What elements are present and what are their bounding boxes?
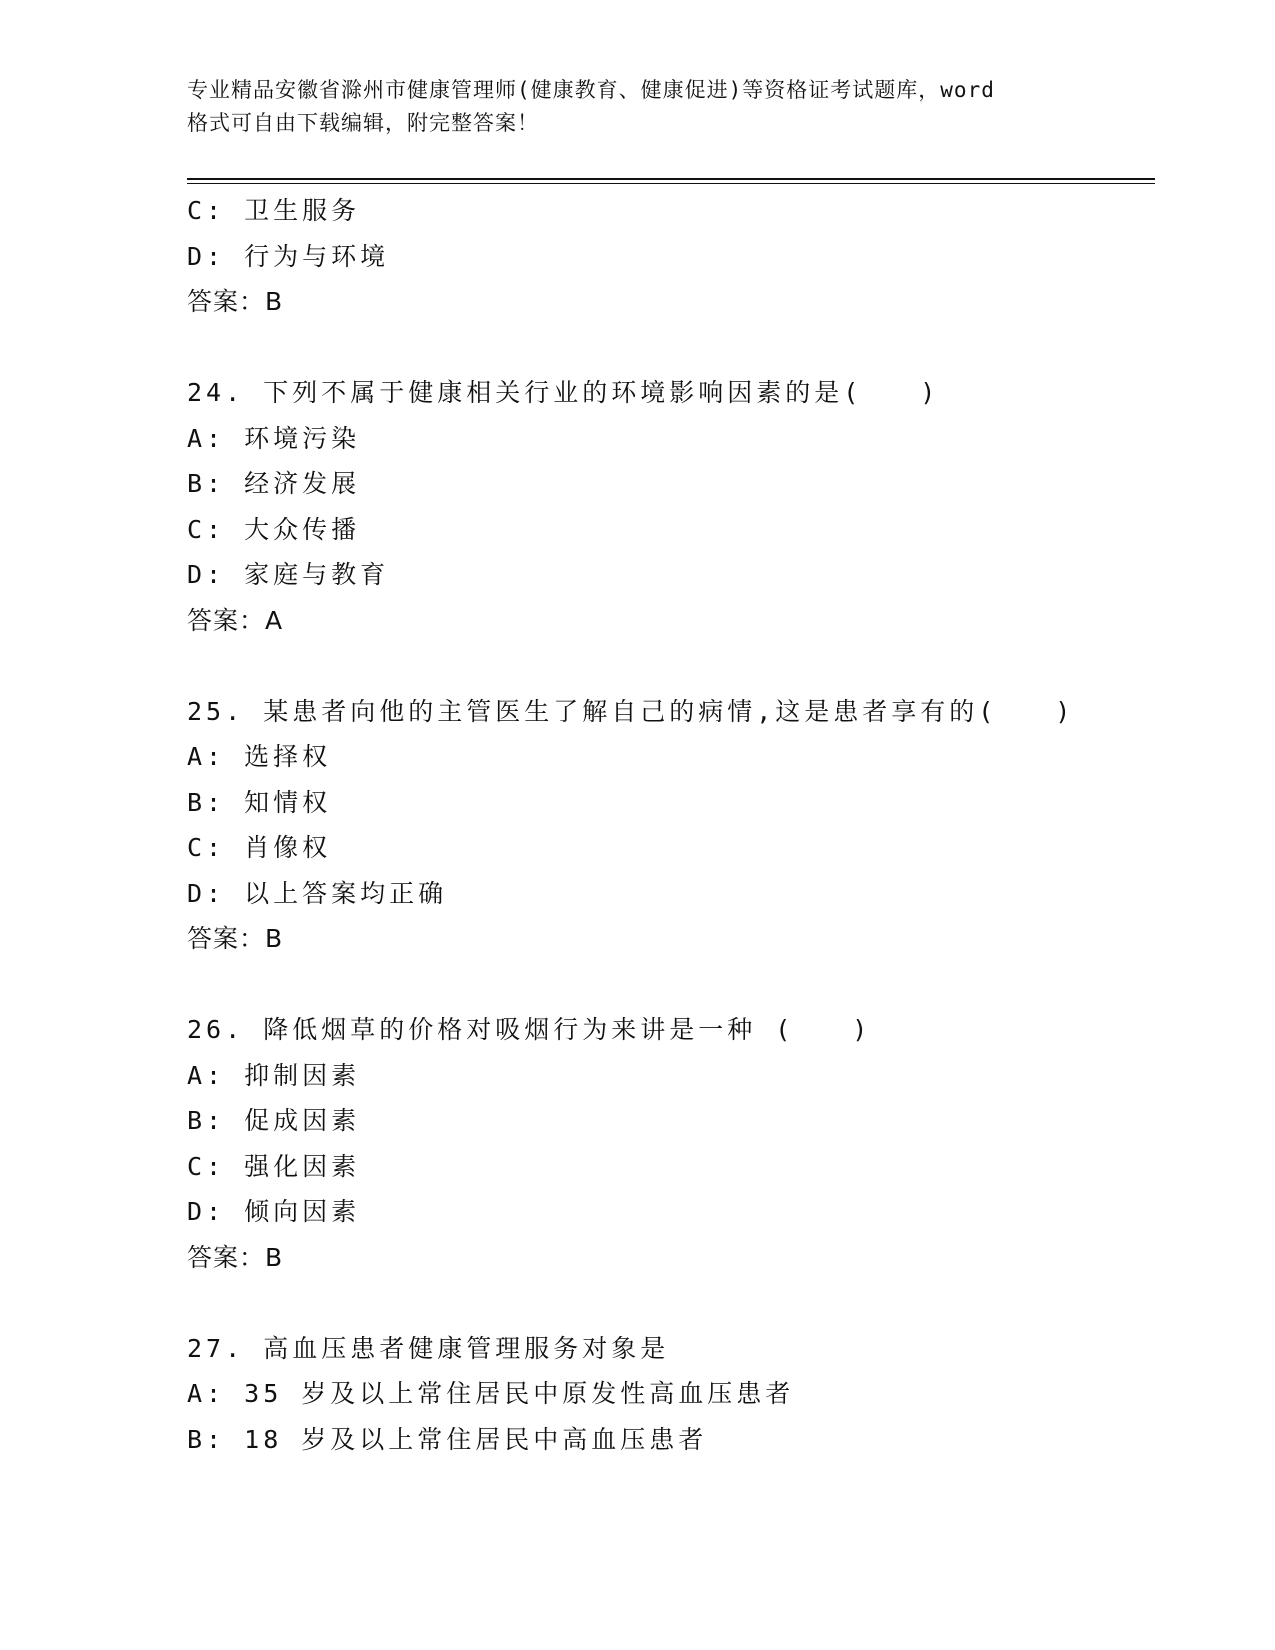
spacer (187, 1280, 1155, 1326)
option-a: A: 35 岁及以上常住居民中原发性高血压患者 (187, 1379, 795, 1408)
option-a: A: 选择权 (187, 742, 332, 771)
spacer (187, 643, 1155, 689)
option-a: A: 抑制因素 (187, 1060, 361, 1090)
header-line-1: 专业精品安徽省滁州市健康管理师(健康教育、健康促进)等资格证考试题库，word (187, 78, 995, 102)
option-b: B: 促成因素 (187, 1106, 361, 1135)
question-list (187, 188, 1155, 1462)
option-c: C: 大众传播 (187, 514, 361, 544)
option-b: B: 18 岁及以上常住居民中高血压患者 (187, 1424, 708, 1454)
header-line-2: 格式可自由下载编辑，附完整答案！ (187, 111, 539, 135)
option-b: B: 经济发展 (187, 469, 361, 498)
question-27 (187, 1326, 1155, 1463)
option-c: C: 肖像权 (187, 833, 332, 862)
answer-line: 答案：A (187, 605, 284, 635)
question-stem: 25. 某患者向他的主管医生了解自己的病情,这是患者享有的( ) (187, 696, 1075, 726)
option-d: D: 家庭与教育 (187, 560, 390, 589)
question-stem: 27. 高血压患者健康管理服务对象是 (187, 1333, 670, 1363)
previous-question-tail (187, 188, 1155, 325)
question-24 (187, 370, 1155, 643)
answer-line: 答案：B (187, 287, 284, 316)
option-a: A: 环境污染 (187, 423, 361, 453)
question-26 (187, 1007, 1155, 1280)
question-25 (187, 689, 1155, 962)
question-stem: 26. 降低烟草的价格对吸烟行为来讲是一种 ( ) (187, 1015, 872, 1044)
document-header (187, 74, 1107, 140)
option-b: B: 知情权 (187, 787, 332, 817)
option-c: C: 强化因素 (187, 1151, 361, 1181)
header-divider (187, 178, 1155, 184)
spacer (187, 962, 1155, 1008)
option-c: C: 卫生服务 (187, 196, 361, 225)
option-d: D: 行为与环境 (187, 241, 390, 271)
spacer (187, 325, 1155, 371)
option-d: D: 以上答案均正确 (187, 878, 448, 908)
answer-line: 答案：B (187, 924, 284, 953)
answer-line: 答案：B (187, 1242, 284, 1272)
option-d: D: 倾向因素 (187, 1197, 361, 1226)
question-stem: 24. 下列不属于健康相关行业的环境影响因素的是( ) (187, 378, 940, 407)
